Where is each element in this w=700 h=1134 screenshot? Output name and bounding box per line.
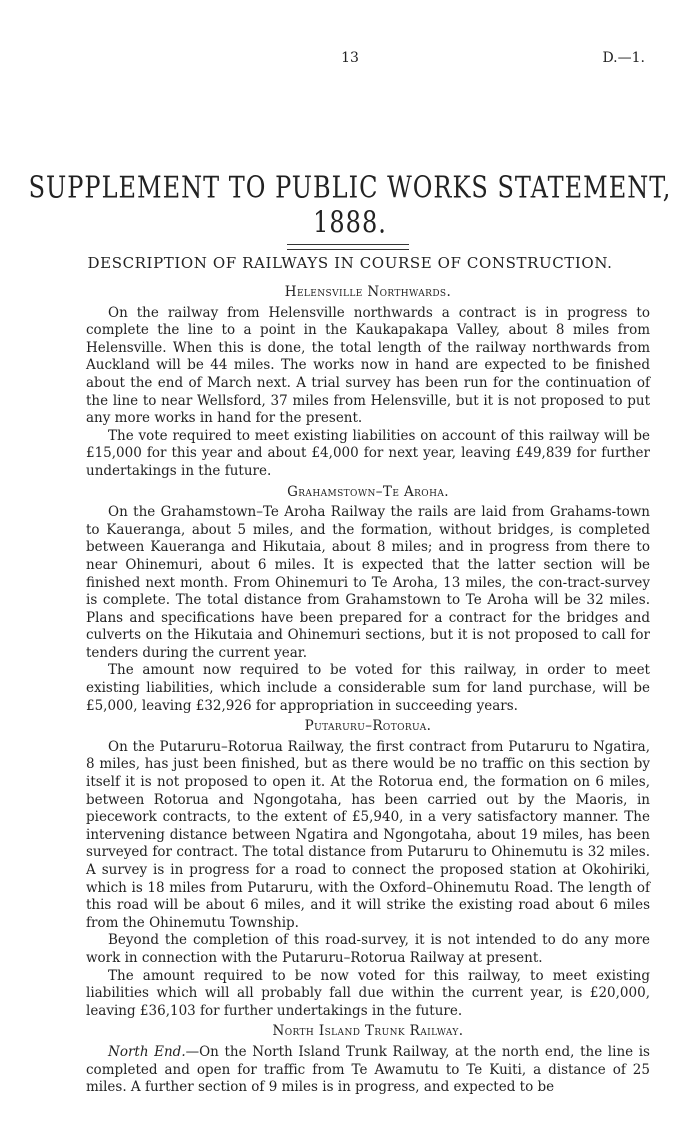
paragraph: On the railway from Helensville northwards a contract is in progress to complete the line to a point in the Kaukapakapa Valley, about 8 miles from Helensville. When this is done, the total length of the railway northwards from Auckland will be 44 miles. The works now in hand are expected to be finished about the end of March next. A trial survey has been run for the continuation of the line to near Wellsford, 37 miles from Helensville, but it is not proposed to put any more works in hand for the present.	[86, 304, 650, 427]
heading-putaruru: Putaruru–Rotorua.	[304, 718, 432, 735]
paragraph: The amount required to be now voted for this railway, to meet existing liabilities which will all probably fall due within the current year, is £20,000, leaving £36,103 for further undertakings in the future.	[86, 967, 650, 1019]
heading-helensville: Helensville Northwards.	[284, 284, 452, 300]
page-number: 13	[341, 50, 359, 66]
lead-italic: North End.	[108, 1043, 186, 1060]
main-title: SUPPLEMENT TO PUBLIC WORKS STATEMENT, 1888.	[28, 170, 672, 240]
paragraph: On the Grahamstown–Te Aroha Railway the rails are laid from Grahams-town to Kaueranga, about 5 miles, and the formation, without bridges, is completed between Kaueranga and Hikutaia, about 8 miles; and in progress from there to near Ohinemuri, about 6 miles. It is expected that the latter section will be finished next month. From Ohinemuri to Te Aroha, 13 miles, the con-tract-survey is complete. The total distance from Grahamstown to Te Aroha will be 32 miles. Plans and specifications have been prepared for a contract for the bridges and culverts on the Hikutaia and Ohinemuri sections, but it is not proposed to call for tenders during the current year.	[86, 504, 650, 661]
title-divider-rule	[287, 244, 409, 250]
document-body	[86, 281, 650, 1097]
section-subtitle: DESCRIPTION OF RAILWAYS IN COURSE OF CONSTRUCTION.	[87, 254, 613, 272]
paragraph	[86, 1044, 650, 1097]
paragraph: The amount now required to be voted for this railway, in order to meet existing liabilities, which include a considerable sum for land purchase, will be £5,000, leaving £32,926 for appropriation in succeeding years.	[86, 662, 650, 714]
paragraph-text: —On the North Island Trunk Railway, at the north end, the line is completed and open for traffic from Te Awamutu to Te Kuiti, a distance of 25 miles. A further section of 9 miles is in progress, and expected to be	[86, 1043, 650, 1096]
paragraph: The vote required to meet existing liabilities on account of this railway will be £15,000 for this year and about £4,000 for next year, leaving £49,839 for further undertakings in the future.	[86, 427, 650, 479]
heading-grahamstown: Grahamstown–Te Aroha.	[287, 483, 449, 500]
paragraph: Beyond the completion of this road-survey, it is not intended to do any more work in connection with the Putaruru–Rotorua Railway at present.	[86, 932, 650, 966]
heading-north-island-trunk: North Island Trunk Railway.	[272, 1023, 464, 1040]
paragraph: On the Putaruru–Rotorua Railway, the first contract from Putaruru to Ngatira, 8 miles, has just been finished, but as there would be no traffic on this section by itself it is not proposed to open it. At the Rotorua end, the formation on 6 miles, between Rotorua and Ngongotaha, has been carried out by the Maoris, in piecework contracts, to the extent of £5,940, in a very satisfactory manner. The intervening distance between Ngatira and Ngongotaha, about 19 miles, has been surveyed for contract. The total distance from Putaruru to Ohinemutu is 32 miles. A survey is in progress for a road to connect the proposed station at Okohiriki, which is 18 miles from Putaruru, with the Oxford–Ohinemutu Road. The length of this road will be about 6 miles, and it will strike the existing road about 6 miles from the Ohinemutu Township.	[86, 738, 650, 931]
document-reference: D.—1.	[602, 50, 645, 66]
